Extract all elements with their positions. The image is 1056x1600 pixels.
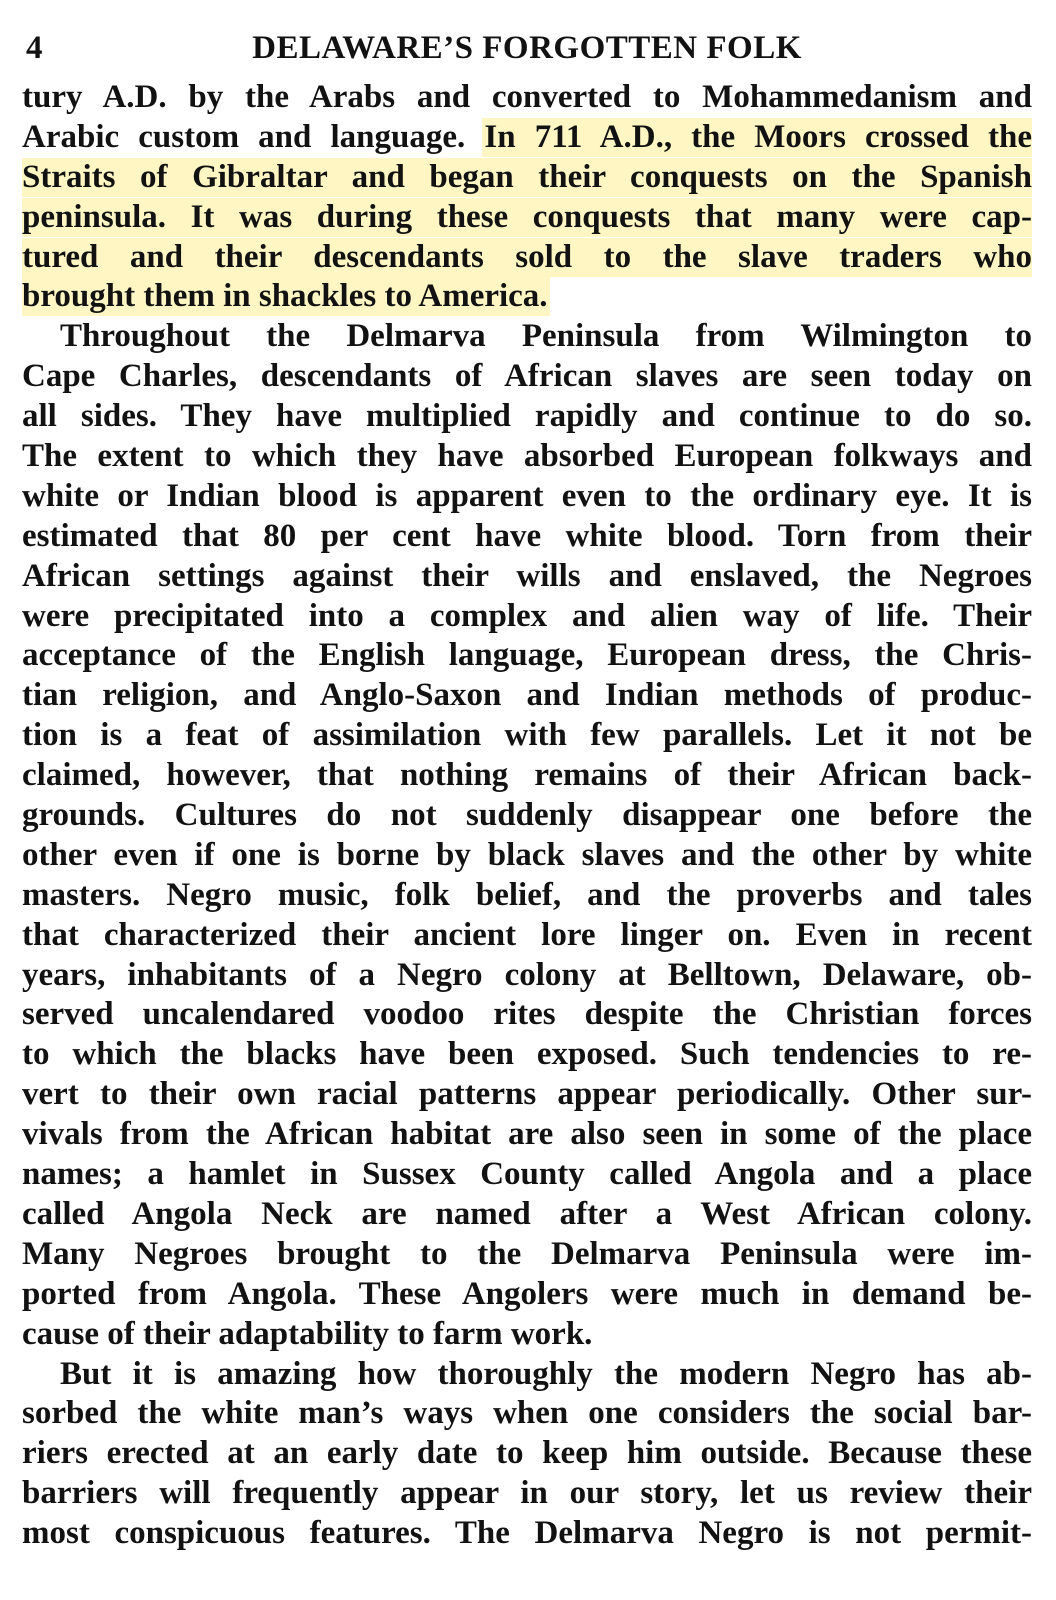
highlighted-passage: brought them in shackles to America. — [22, 278, 548, 315]
line-text: vivals from the African habitat are also seen in some of the place — [22, 1116, 1032, 1153]
text-line — [22, 437, 1032, 477]
text-line — [22, 796, 1032, 836]
highlighted-passage: tured and their descendants sold to the slave traders who — [22, 238, 1032, 275]
text-line — [22, 1434, 1032, 1474]
line-text: were precipitated into a complex and alien way of life. Their — [22, 597, 1032, 634]
line-text: sorbed the white man’s ways when one considers the social bar- — [22, 1395, 1032, 1432]
line-text: Throughout the Delmarva Peninsula from Wilmington to — [60, 318, 1032, 355]
line-text: ported from Angola. These Angolers were much in demand be- — [22, 1275, 1032, 1312]
text-line — [22, 1315, 1032, 1355]
line-text: But it is amazing how thoroughly the modern Negro has ab- — [60, 1355, 1032, 1392]
book-page — [22, 14, 1032, 1554]
line-text: Cape Charles, descendants of African slaves are seen today on — [22, 358, 1032, 395]
line-text: all sides. They have multiplied rapidly and continue to do so. — [22, 398, 1032, 435]
running-title: DELAWARE’S FORGOTTEN FOLK — [252, 30, 802, 66]
highlighted-passage: peninsula. It was during these conquests that many were cap- — [22, 198, 1032, 235]
text-line — [22, 876, 1032, 916]
text-line — [22, 1155, 1032, 1195]
line-text: most conspicuous features. The Delmarva Negro is not permit- — [22, 1515, 1032, 1552]
body-text — [22, 78, 1032, 1554]
line-text: estimated that 80 per cent have white blood. Torn from their — [22, 517, 1032, 554]
text-line — [22, 1275, 1032, 1315]
line-text: to which the blacks have been exposed. Such tendencies to re- — [22, 1036, 1032, 1073]
text-line — [22, 78, 1032, 118]
highlighted-text-line — [22, 198, 1032, 238]
text-line — [22, 636, 1032, 676]
text-line — [22, 716, 1032, 756]
line-text: vert to their own racial patterns appear periodically. Other sur- — [22, 1076, 1032, 1113]
line-text: African settings against their wills and enslaved, the Negroes — [22, 557, 1032, 594]
line-text: riers erected at an early date to keep him outside. Because these — [22, 1435, 1032, 1472]
text-line — [22, 995, 1032, 1035]
line-text: Many Negroes brought to the Delmarva Peninsula were im- — [22, 1235, 1032, 1272]
line-text: years, inhabitants of a Negro colony at Belltown, Delaware, ob- — [22, 956, 1032, 993]
line-text: cause of their adaptability to farm work. — [22, 1315, 593, 1352]
line-text: Arabic custom and language. — [22, 118, 485, 155]
text-line — [22, 1474, 1032, 1514]
highlighted-text-line — [22, 277, 1032, 317]
running-head — [22, 14, 1032, 78]
text-line — [22, 836, 1032, 876]
highlighted-text-line — [22, 238, 1032, 278]
text-line — [22, 1035, 1032, 1075]
text-line — [22, 956, 1032, 996]
line-text: The extent to which they have absorbed European folkways and — [22, 438, 1032, 475]
text-line — [22, 557, 1032, 597]
line-text: barriers will frequently appear in our story, let us review their — [22, 1475, 1032, 1512]
text-line — [22, 1075, 1032, 1115]
highlighted-passage: In 711 A.D., the Moors crossed the — [484, 118, 1032, 155]
line-text: that characterized their ancient lore linger on. Even in recent — [22, 916, 1032, 953]
highlighted-passage: Straits of Gibraltar and began their conquests on the Spanish — [22, 158, 1032, 195]
text-line — [22, 397, 1032, 437]
line-text: masters. Negro music, folk belief, and the proverbs and tales — [22, 876, 1032, 913]
text-line — [22, 916, 1032, 956]
line-text: tian religion, and Anglo-Saxon and Indian methods of produc- — [22, 677, 1032, 714]
line-text: white or Indian blood is apparent even to the ordinary eye. It is — [22, 477, 1032, 514]
line-text: served uncalendared voodoo rites despite the Christian forces — [22, 996, 1032, 1033]
line-text: called Angola Neck are named after a West African colony. — [22, 1195, 1032, 1232]
line-text: acceptance of the English language, European dress, the Chris- — [22, 637, 1032, 674]
highlighted-text-line — [22, 118, 1032, 158]
text-line — [22, 676, 1032, 716]
line-text: grounds. Cultures do not suddenly disappear one before the — [22, 797, 1032, 834]
text-line — [22, 1235, 1032, 1275]
text-line — [22, 477, 1032, 517]
text-line — [22, 756, 1032, 796]
highlighted-text-line — [22, 158, 1032, 198]
text-line — [22, 1195, 1032, 1235]
text-line — [22, 1514, 1032, 1554]
line-text: other even if one is borne by black slaves and the other by white — [22, 836, 1032, 873]
text-line — [22, 1355, 1032, 1395]
line-text: claimed, however, that nothing remains of their African back- — [22, 757, 1032, 794]
line-text: tury A.D. by the Arabs and converted to Mohammedanism and — [22, 79, 1032, 115]
text-line — [22, 357, 1032, 397]
line-text: names; a hamlet in Sussex County called Angola and a place — [22, 1156, 1032, 1193]
text-line — [22, 1394, 1032, 1434]
text-line — [22, 597, 1032, 637]
line-text: tion is a feat of assimilation with few parallels. Let it not be — [22, 717, 1032, 754]
text-line — [22, 1115, 1032, 1155]
page-number: 4 — [26, 30, 43, 66]
text-line — [22, 517, 1032, 557]
text-line — [22, 317, 1032, 357]
